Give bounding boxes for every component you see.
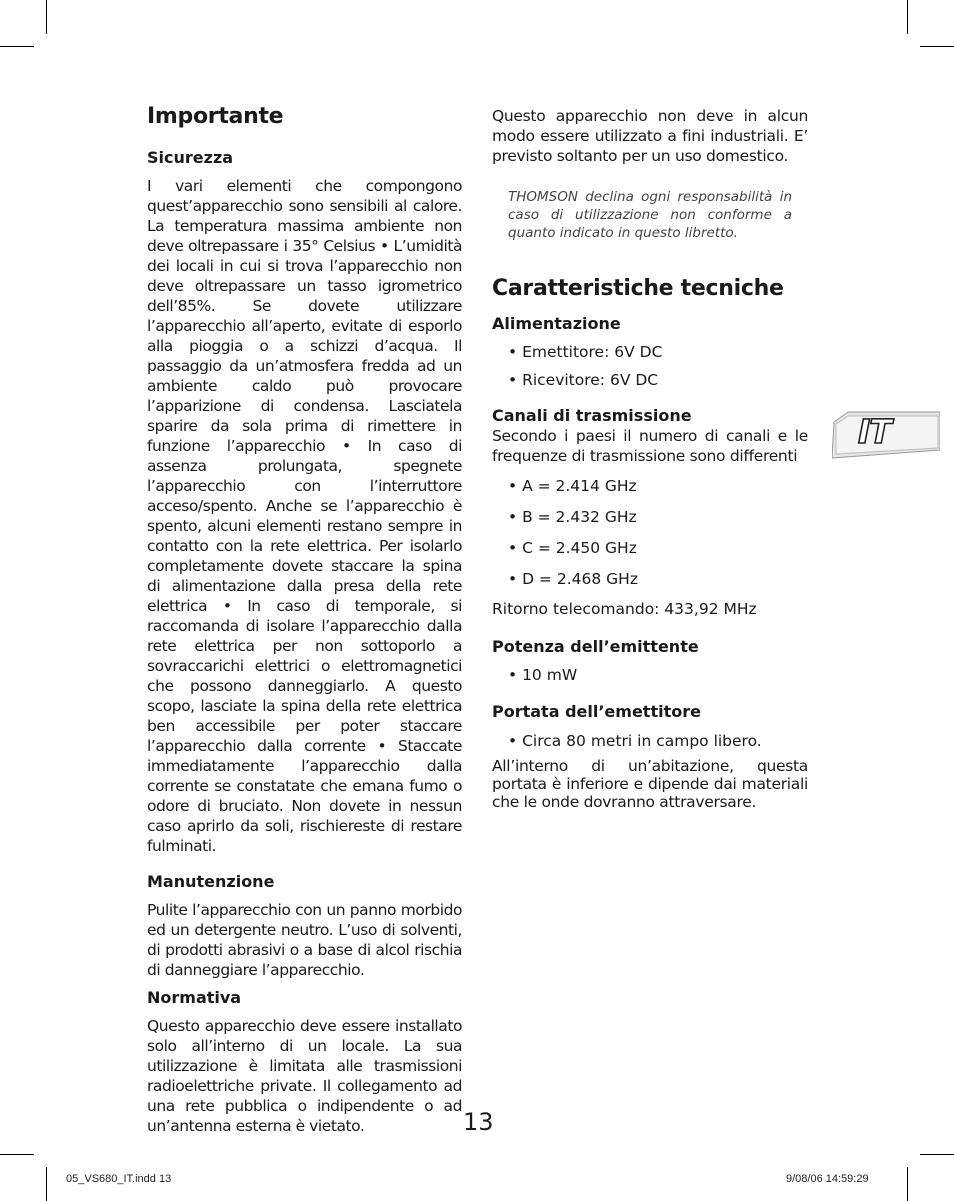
crop-mark — [0, 46, 34, 47]
section-title-importante: Importante — [147, 104, 284, 129]
crop-mark — [920, 46, 954, 47]
crop-mark — [907, 1167, 908, 1201]
paragraph-uso-domestico: Questo apparecchio non deve in alcun modo essere utilizzato a fini industriali. E’ previsto soltanto per un uso domestico. — [492, 107, 808, 165]
crop-mark — [920, 1154, 954, 1155]
heading-canali: Canali di trasmissione — [492, 406, 692, 425]
language-tab — [832, 410, 940, 460]
crop-mark — [46, 0, 47, 34]
heading-manutenzione: Manutenzione — [147, 872, 275, 891]
heading-potenza: Potenza dell’emittente — [492, 637, 699, 656]
paragraph-portata: All’interno di un’abitazione, questa portata è inferiore e dipende dai materiali che le onde dovranno attraversare. — [492, 757, 808, 811]
list-item: • Circa 80 metri in campo libero. — [508, 732, 762, 750]
list-item: • C = 2.450 GHz — [508, 539, 637, 557]
paragraph-sicurezza: I vari elementi che compongono quest’apparecchio sono sensibili al calore. La temperatura massima ambiente non deve oltrepassare i 35° Celsius • L’umidità dei locali in cui si trova l’apparecchio non deve oltrepassare un tasso igrometrico dell’85%. Se dovete utilizzare l’apparecchio all’aperto, evitate di esporlo alla pioggia o a schizzi d’acqua. Il passaggio da un’atmosfera fredda ad un ambiente caldo può provocare l’apparizione di condensa. Lasciatela sparire da sola prima di rimettere in funzione l’apparecchio • In caso di assenza prolungata, spegnete l’apparecchio con l’interruttore acceso/spento. Anche se l’apparecchio è spento, alcuni elementi restano sempre in contatto con la rete elettrica. Per isolarlo completamente dovete staccare la spina di alimentazione dalla presa della rete elettrica • In caso di temporale, si raccomanda di isolare l’apparecchio dalla rete elettrica per non sottoporlo a sovraccarichi elettrici o elettromagnetici che possono danneggiarlo. A questo scopo, lasciate la spina della rete elettrica ben accessibile per poter staccare l’apparecchio dalla corrente • Staccate immediatamente l’apparecchio dalla corrente se constatate che emana fumo o odore di bruciato. Non dovete in nessun caso aprirlo da soli, rischiereste di restare fulminati. — [147, 177, 462, 855]
heading-sicurezza: Sicurezza — [147, 148, 234, 167]
footer-timestamp: 9/08/06 14:59:29 — [786, 1173, 869, 1185]
language-tab-label: IT — [858, 412, 891, 451]
right-column — [492, 106, 808, 811]
list-item: • B = 2.432 GHz — [508, 508, 637, 526]
page-number: 13 — [463, 1108, 494, 1136]
list-item: • Emettitore: 6V DC — [508, 343, 663, 361]
paragraph-normativa: Questo apparecchio deve essere installato solo all’interno di un locale. La sua utilizzazione è limitata alle trasmissioni radioelettriche private. Il collegamento ad una rete pubblica o indipendente o ad un’antenna esterna è vietato. — [147, 1017, 462, 1135]
footer-filename: 05_VS680_IT.indd 13 — [66, 1173, 172, 1185]
crop-mark — [0, 1154, 34, 1155]
left-column — [147, 102, 462, 1136]
section-title-caratteristiche: Caratteristiche tecniche — [492, 276, 784, 301]
list-item: • A = 2.414 GHz — [508, 477, 637, 495]
paragraph-ritorno: Ritorno telecomando: 433,92 MHz — [492, 600, 757, 618]
heading-alimentazione: Alimentazione — [492, 314, 621, 333]
heading-portata: Portata dell’emettitore — [492, 702, 701, 721]
disclaimer-note: THOMSON declina ogni responsabilità in caso di utilizzazione non conforme a quanto indicato in questo libretto. — [508, 189, 792, 241]
heading-normativa: Normativa — [147, 988, 242, 1007]
crop-mark — [46, 1167, 47, 1201]
paragraph-canali: Secondo i paesi il numero di canali e le frequenze di trasmissione sono differenti — [492, 427, 808, 465]
list-item: • D = 2.468 GHz — [508, 570, 638, 588]
list-item: • 10 mW — [508, 666, 578, 684]
crop-mark — [907, 0, 908, 34]
paragraph-manutenzione: Pulite l’apparecchio con un panno morbido ed un detergente neutro. L’uso di solventi, di prodotti abrasivi o a base di alcol rischia di danneggiare l’apparecchio. — [147, 901, 462, 979]
list-item: • Ricevitore: 6V DC — [508, 371, 659, 389]
